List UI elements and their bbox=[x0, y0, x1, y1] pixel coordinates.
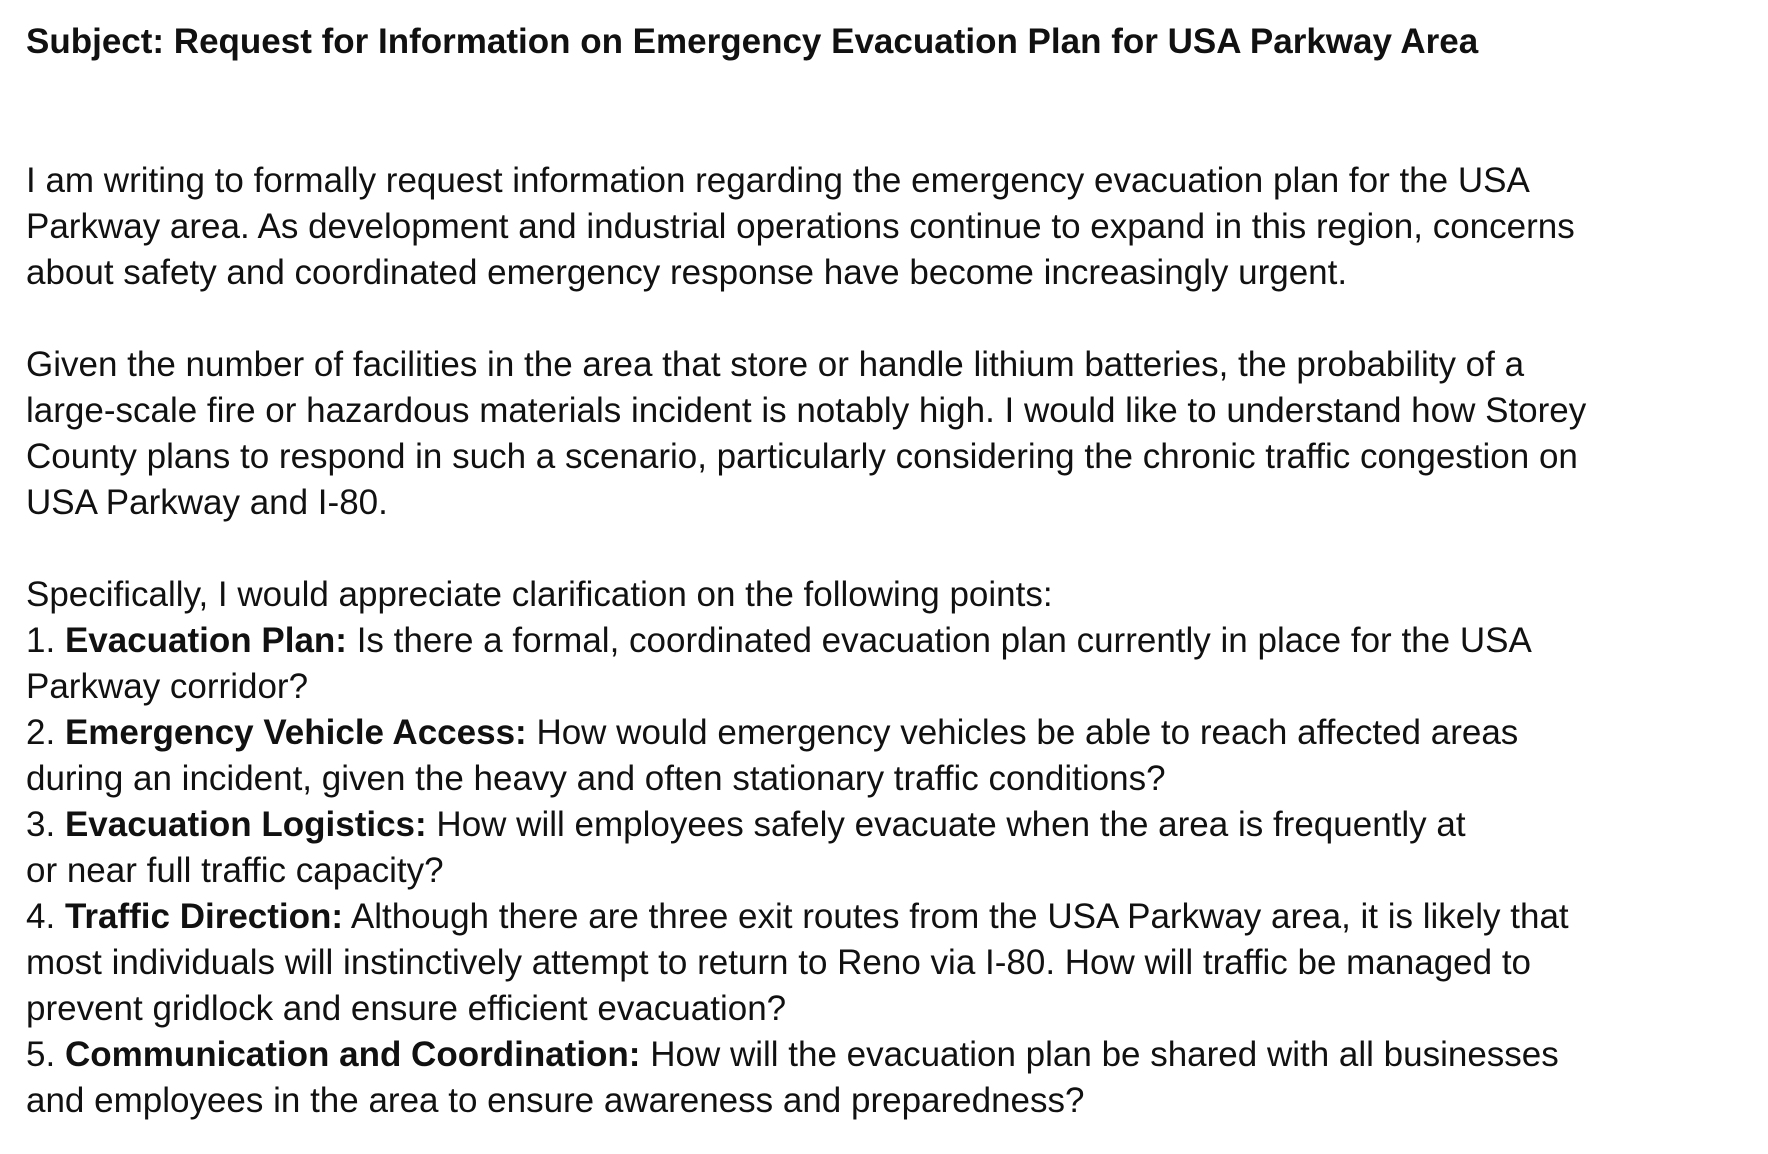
question-text: or near full traffic capacity? bbox=[26, 851, 444, 890]
question-text: most individuals will instinctively attempt to return to Reno via I-80. How will traffic be managed to bbox=[26, 943, 1532, 982]
question-text: Parkway corridor? bbox=[26, 667, 309, 706]
intro-line: about safety and coordinated emergency response have become increasingly urgent. bbox=[26, 253, 1348, 292]
document-page bbox=[26, 20, 1742, 1124]
letter-body bbox=[26, 158, 1742, 1124]
intro-line: Parkway area. As development and industrial operations continue to expand in this region, concerns bbox=[26, 207, 1575, 246]
concern-line: Given the number of facilities in the area that store or handle lithium batteries, the probability of a bbox=[26, 345, 1525, 384]
question-term: Emergency Vehicle Access: bbox=[64, 713, 527, 752]
questions-list bbox=[26, 618, 1742, 1124]
concern-line: large-scale fire or hazardous materials incident is notably high. I would like to understand how Storey bbox=[26, 391, 1587, 430]
question-item bbox=[26, 1032, 1742, 1124]
question-text: during an incident, given the heavy and often stationary traffic conditions? bbox=[26, 759, 1166, 798]
question-term: Evacuation Logistics: bbox=[64, 805, 427, 844]
concern-line: USA Parkway and I-80. bbox=[26, 483, 388, 522]
question-item bbox=[26, 802, 1742, 894]
intro-paragraph bbox=[26, 158, 1742, 296]
question-term: Communication and Coordination: bbox=[64, 1035, 641, 1074]
question-number: 2. bbox=[26, 713, 56, 752]
concern-paragraph bbox=[26, 342, 1742, 526]
question-number: 4. bbox=[26, 897, 56, 936]
intro-line: I am writing to formally request information regarding the emergency evacuation plan for the USA bbox=[26, 161, 1530, 200]
question-text: Although there are three exit routes from the USA Parkway area, it is likely that bbox=[350, 897, 1569, 936]
question-text: and employees in the area to ensure awareness and preparedness? bbox=[26, 1081, 1085, 1120]
question-text: How will employees safely evacuate when the area is frequently at bbox=[436, 805, 1466, 844]
question-text: Is there a formal, coordinated evacuation plan currently in place for the USA bbox=[356, 621, 1532, 660]
question-number: 5. bbox=[26, 1035, 56, 1074]
question-item bbox=[26, 710, 1742, 802]
question-number: 3. bbox=[26, 805, 56, 844]
concern-line: County plans to respond in such a scenario, particularly considering the chronic traffic congestion on bbox=[26, 437, 1578, 476]
question-number: 1. bbox=[26, 621, 56, 660]
question-term: Traffic Direction: bbox=[64, 897, 344, 936]
question-item bbox=[26, 618, 1742, 710]
question-item bbox=[26, 894, 1742, 1032]
list-intro bbox=[26, 572, 1742, 618]
question-term: Evacuation Plan: bbox=[64, 621, 347, 660]
subject-line: Subject: Request for Information on Emergency Evacuation Plan for USA Parkway Area bbox=[26, 22, 1479, 61]
question-text: How will the evacuation plan be shared with all businesses bbox=[650, 1035, 1559, 1074]
question-text: How would emergency vehicles be able to reach affected areas bbox=[536, 713, 1519, 752]
question-text: prevent gridlock and ensure efficient evacuation? bbox=[26, 989, 787, 1028]
list-intro-line: Specifically, I would appreciate clarification on the following points: bbox=[26, 575, 1053, 614]
